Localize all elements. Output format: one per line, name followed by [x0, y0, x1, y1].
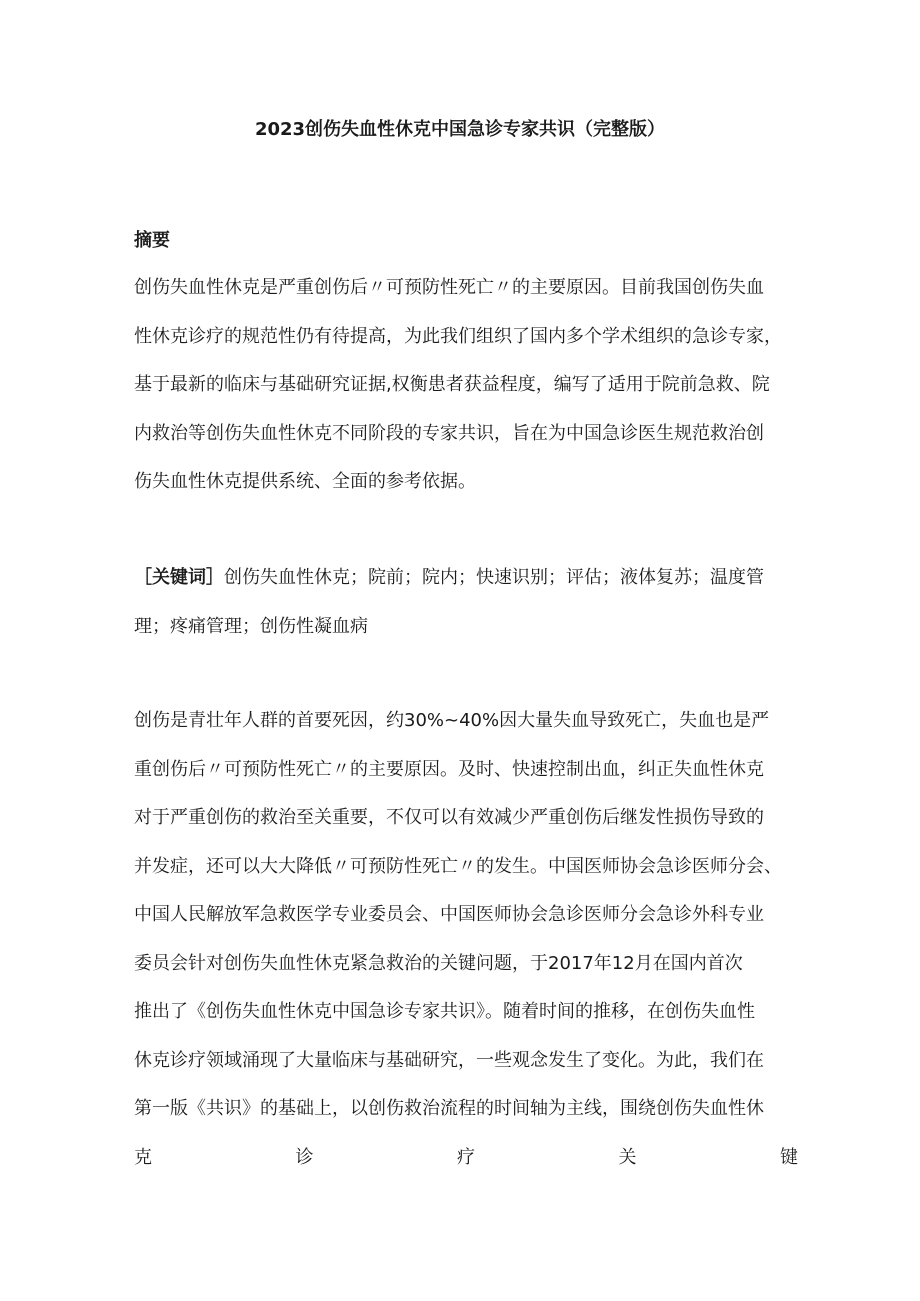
- abstract-line: 创伤失血性休克是严重创伤后〃可预防性死亡〃的主要原因。目前我国创伤失血: [134, 277, 764, 298]
- body-char: 疗: [457, 1146, 475, 1168]
- abstract-line: 内救治等创伤失血性休克不同阶段的专家共识，旨在为中国急诊医生规范救治创: [134, 422, 764, 444]
- document-title: 2023创伤失血性休克中国急诊专家共识（完整版）: [254, 119, 666, 140]
- body-line: 对于严重创伤的救治至关重要，不仅可以有效减少严重创伤后继发性损伤导致的: [134, 807, 764, 828]
- body-char: 关: [618, 1146, 637, 1168]
- body-line: 创伤是青壮年人群的首要死因，约30%~40%因大量失血导致死亡，失血也是严: [134, 710, 770, 731]
- keywords-line: 理；疼痛管理；创伤性凝血病: [134, 615, 368, 637]
- body-line: 推出了《创伤失血性休克中国急诊专家共识》。随着时间的推移，在创伤失血性: [134, 1001, 755, 1022]
- body-line: 委员会针对创伤失血性休克紧急救治的关键问题，于2017年12月在国内首次: [134, 952, 743, 974]
- body-line: 第一版《共识》的基础上，以创伤救治流程的时间轴为主线，围绕创伤失血性休: [134, 1098, 764, 1119]
- abstract-line: 基于最新的临床与基础研究证据,权衡患者获益程度，编写了适用于院前急救、院: [134, 374, 770, 395]
- body-line: 中国人民解放军急救医学专业委员会、中国医师协会急诊医师分会急诊外科专业: [134, 904, 764, 925]
- abstract-heading: 摘要: [134, 230, 170, 251]
- body-line: 并发症，还可以大大降低〃可预防性死亡〃的发生。中国医师协会急诊医师分会、: [134, 855, 782, 877]
- keywords-text: 创伤失血性休克；院前；院内；快速识别；评估；液体复苏；温度管: [224, 567, 764, 588]
- body-paragraph: [134, 697, 798, 1182]
- body-line: 休克诊疗领域涌现了大量临床与基础研究，一些观念发生了变化。为此，我们在: [134, 1049, 764, 1071]
- body-line: 重创伤后〃可预防性死亡〃的主要原因。及时、快速控制出血，纠正失血性休克: [134, 758, 764, 780]
- abstract-paragraph: [134, 264, 798, 507]
- body-line-justified: [134, 1134, 798, 1183]
- body-char: 诊: [295, 1146, 314, 1168]
- keywords-label: ［关键词］: [134, 567, 224, 588]
- abstract-line: 伤失血性休克提供系统、全面的参考依据。: [134, 471, 476, 492]
- body-char: 键: [780, 1146, 798, 1168]
- abstract-line: 性休克诊疗的规范性仍有待提高，为此我们组织了国内多个学术组织的急诊专家，: [134, 325, 782, 347]
- keywords-paragraph: [134, 554, 798, 651]
- keywords-line: [134, 554, 798, 603]
- body-char: 克: [134, 1146, 152, 1168]
